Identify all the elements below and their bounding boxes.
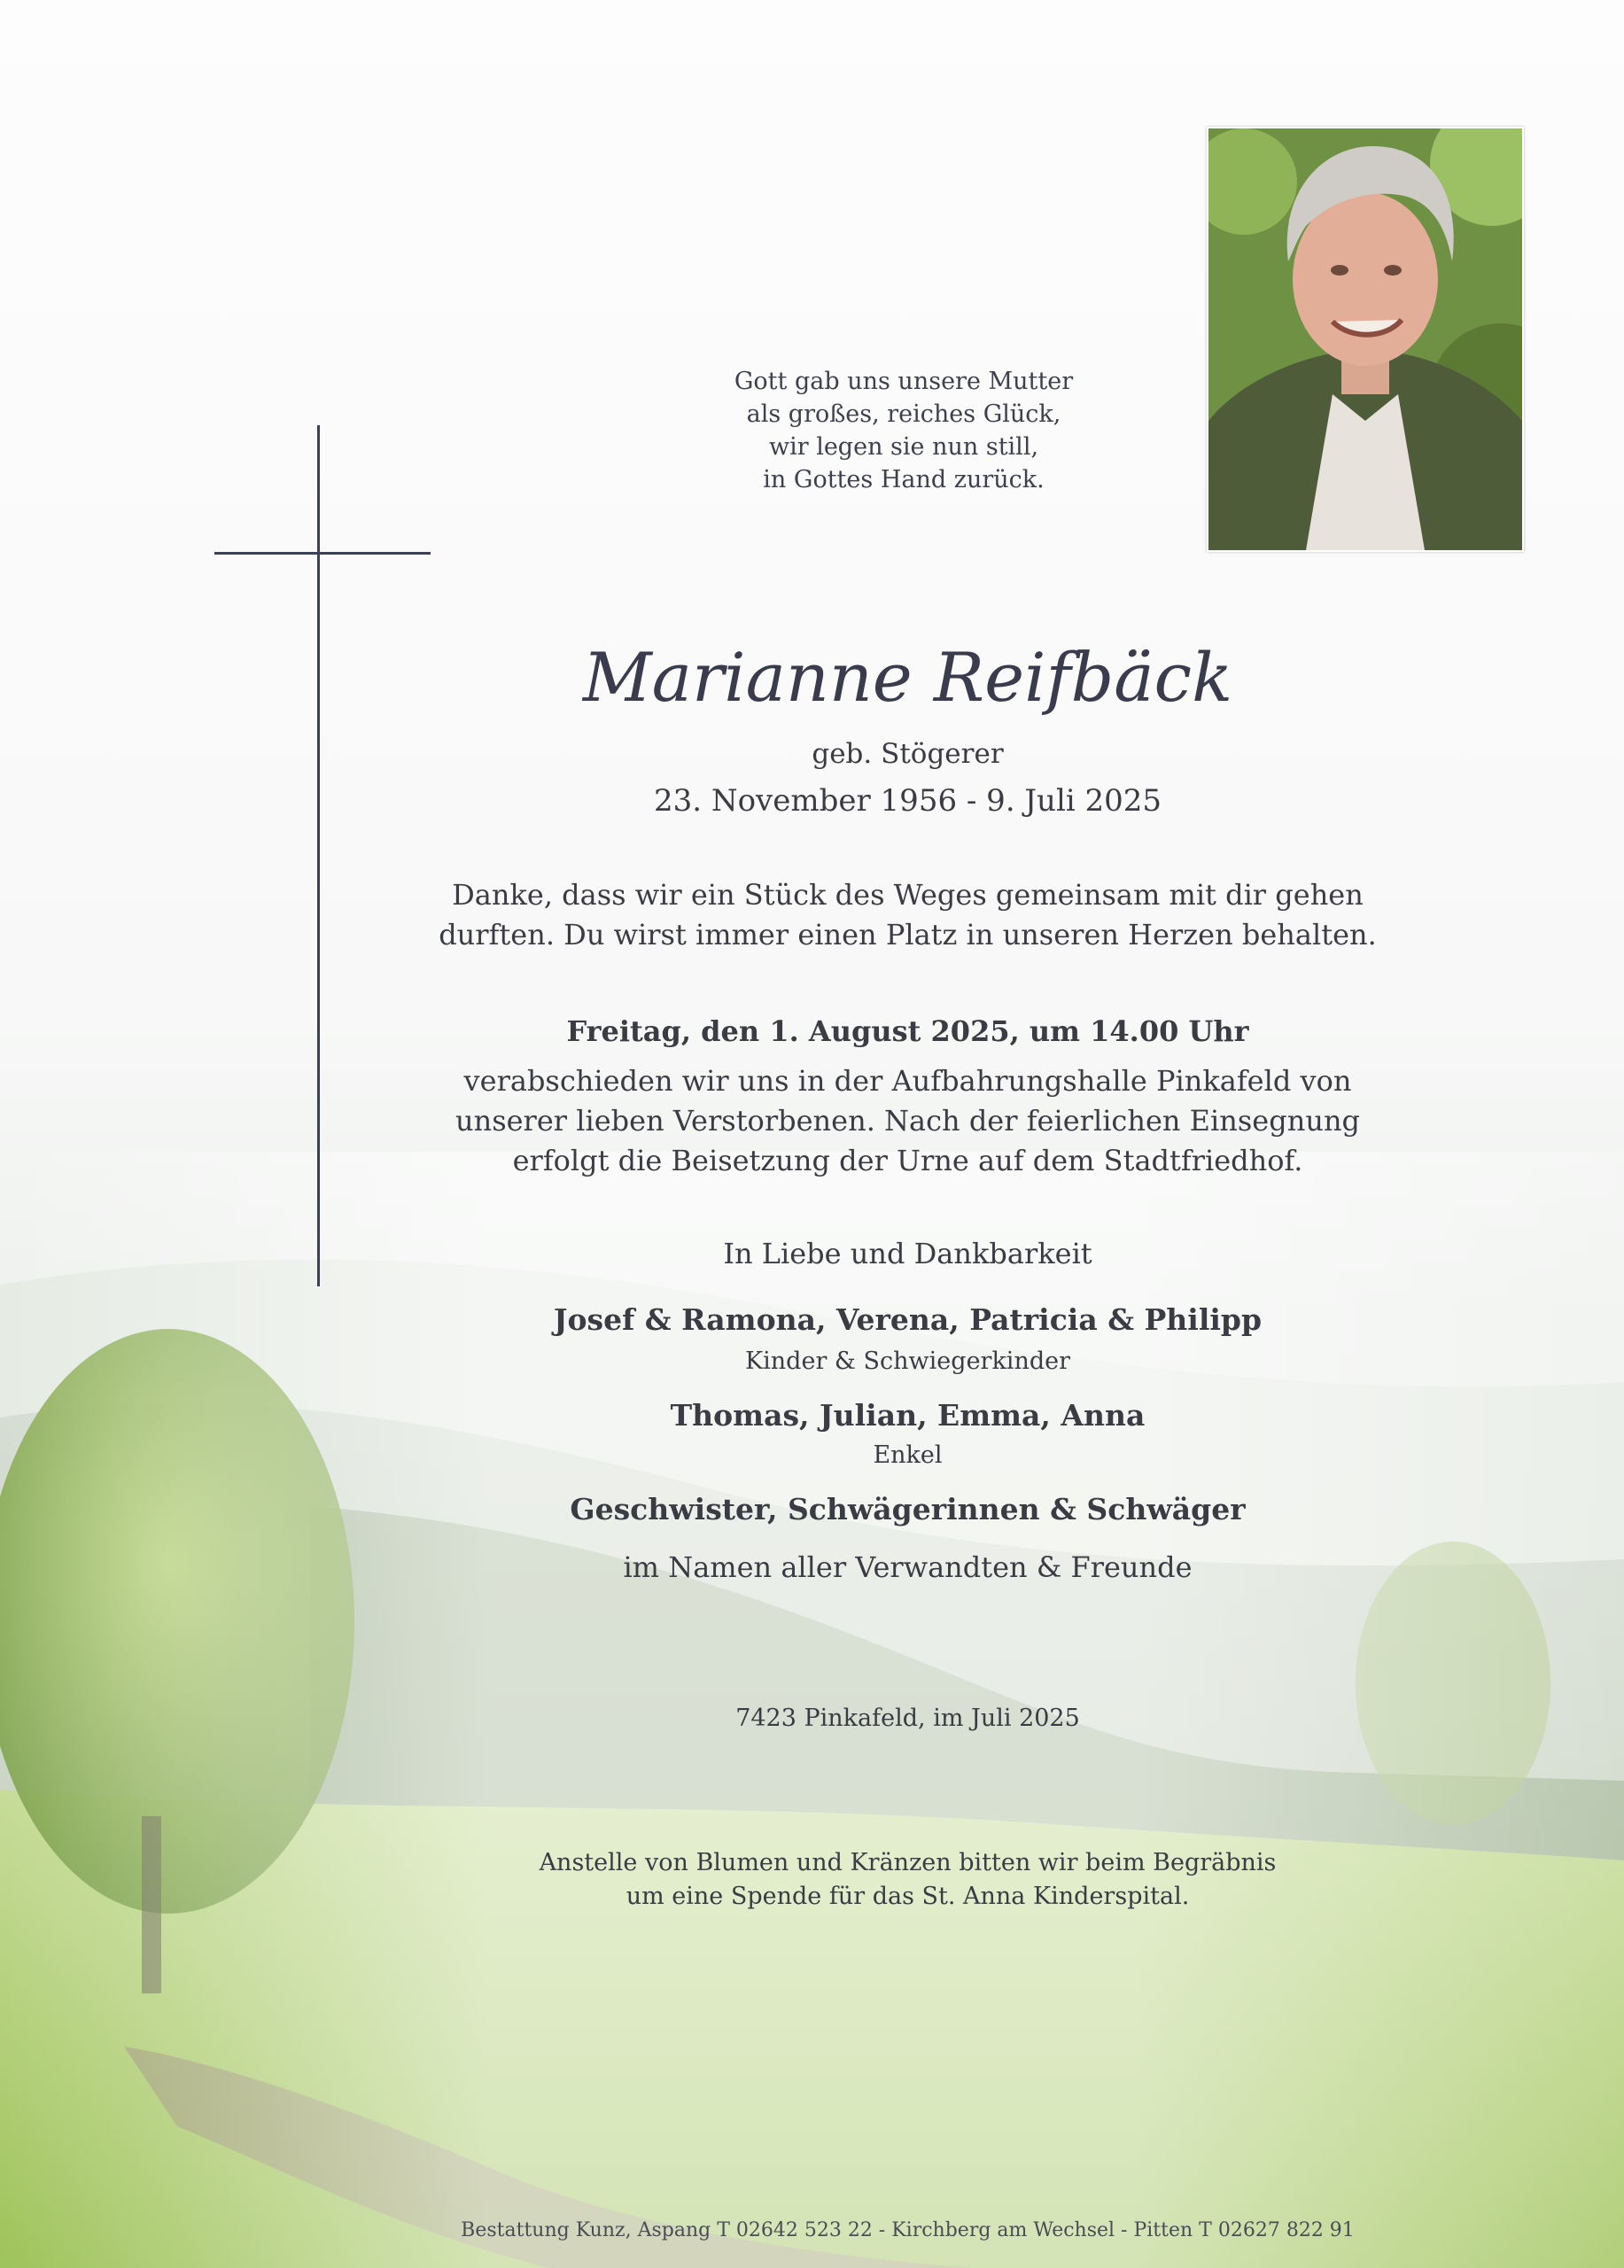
- service-line: verabschieden wir uns in der Aufbahrungshalle Pinkafeld von: [463, 1064, 1352, 1098]
- thanks-line: durften. Du wirst immer einen Platz in unseren Herzen behalten.: [439, 918, 1377, 951]
- place-date: 7423 Pinkafeld, im Juli 2025: [735, 1705, 1080, 1732]
- deceased-name: Marianne Reifbäck: [582, 638, 1233, 717]
- mourner-relation: Enkel: [873, 1441, 943, 1469]
- service-text: [96, 1061, 1624, 1181]
- funeral-home-footer: Bestattung Kunz, Aspang T 02642 523 22 - Kirchberg am Wechsel - Pitten T 02627 822 91: [461, 2219, 1355, 2241]
- mourner-group-siblings: Geschwister, Schwägerinnen & Schwäger: [570, 1492, 1246, 1526]
- life-dates: 23. November 1956 - 9. Juli 2025: [653, 783, 1162, 819]
- mourners-closing: im Namen aller Verwandten & Freunde: [623, 1550, 1193, 1584]
- mourners-intro: In Liebe und Dankbarkeit: [723, 1237, 1092, 1270]
- birth-name: geb. Stögerer: [812, 738, 1004, 770]
- donation-note: [96, 1846, 1624, 1914]
- poem-line: wir legen sie nun still,: [768, 433, 1039, 461]
- poem-line: Gott gab uns unsere Mutter: [734, 368, 1074, 395]
- service-line: erfolgt die Beisetzung der Urne auf dem Stadtfriedhof.: [512, 1144, 1303, 1177]
- poem-line: als großes, reiches Glück,: [746, 400, 1061, 428]
- mourner-group-grandchildren: Thomas, Julian, Emma, Anna: [670, 1398, 1146, 1433]
- poem-line: in Gottes Hand zurück.: [763, 466, 1045, 493]
- portrait-image: [1208, 128, 1522, 550]
- mourner-group-children: Josef & Ramona, Verena, Patricia & Philipp: [553, 1302, 1263, 1337]
- donation-line: um eine Spende für das St. Anna Kinderspital.: [626, 1883, 1190, 1910]
- thanks-line: Danke, dass wir ein Stück des Weges gemeinsam mit dir gehen: [452, 878, 1364, 912]
- cross-icon-bar: [214, 552, 431, 555]
- service-line: unserer lieben Verstorbenen. Nach der feierlichen Einsegnung: [455, 1104, 1361, 1138]
- portrait-photo: [1207, 127, 1524, 552]
- donation-line: Anstelle von Blumen und Kränzen bitten wir beim Begräbnis: [539, 1849, 1277, 1876]
- poem: [602, 365, 1205, 496]
- thanks-text: [96, 875, 1624, 955]
- mourner-relation: Kinder & Schwiegerkinder: [744, 1348, 1071, 1375]
- service-datetime: Freitag, den 1. August 2025, um 14.00 Uhr: [566, 1014, 1249, 1048]
